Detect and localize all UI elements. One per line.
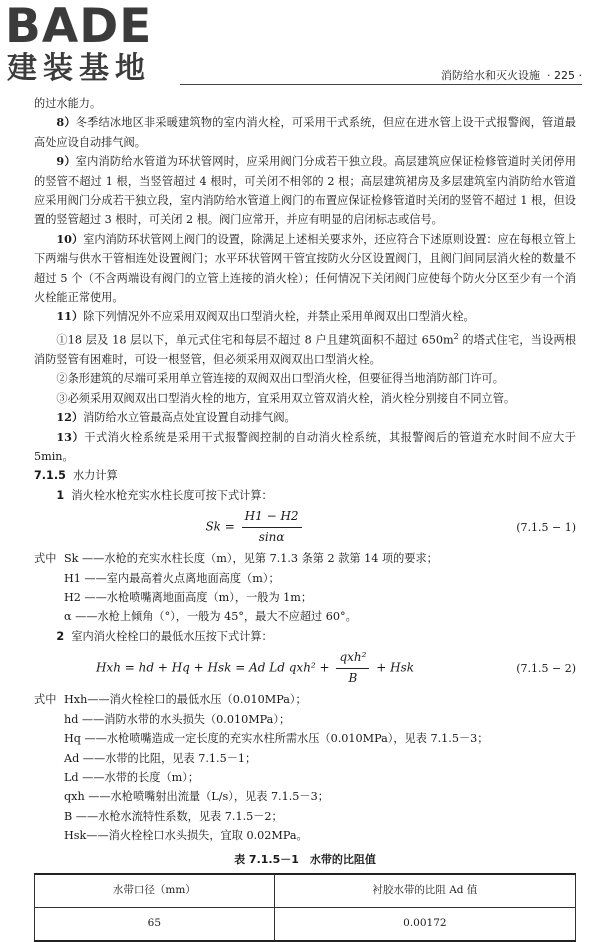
fraction-numerator: H1 − H2 [242, 507, 302, 527]
clause-text: 室内消防环状管网上阀门的设置，除满足上述相关要求外，还应符合下述原则设置：应在每根立管上下两端与供水干管相连处设置阀门；水平环状管网干管宜按防火分区设置阀门，且阀门间同层消火栓的数量不超过 5 个（不含两端设有阀门的立管上连接的消火栓）；任何情况下关闭阀门应使每个防火分区至少有一个消火栓能正常使用。 [34, 232, 576, 305]
variable-definition: Hsk——消火栓栓口水头损失，宜取 0.02MPa。 [64, 829, 308, 843]
variable-row [34, 749, 576, 768]
item-1 [34, 486, 576, 505]
variable-definition: Hq ——水枪喷嘴造成一定长度的充实水柱所需水压（0.010MPa），见表 7.1.5－3； [64, 732, 489, 746]
table-header-row [35, 874, 576, 908]
clause-8 [34, 113, 576, 152]
clause-10 [34, 230, 576, 308]
clause-text: 除下列情况外不应采用双阀双出口型消火栓，并禁止采用单阀双出口型消火栓。 [83, 310, 475, 324]
variable-row [34, 729, 576, 748]
clause-11-item-2: ②条形建筑的尽端可采用单立管连接的双阀双出口型消火栓，但要征得当地消防部门许可。 [56, 372, 504, 386]
column-header: 水带口径（mm） [35, 874, 275, 908]
formula-body [34, 507, 476, 547]
variable-row [34, 549, 576, 568]
item-text: 消火栓水枪充实水柱长度可按下式计算： [71, 488, 273, 502]
variable-lead [34, 729, 64, 748]
fraction-denominator: sinα [258, 529, 285, 544]
clause-13 [34, 428, 576, 467]
header-rule [180, 84, 582, 85]
variable-row [34, 826, 576, 845]
formula-fraction [336, 648, 369, 688]
paragraph-continued: 的过水能力。 [34, 97, 102, 110]
item-number: 2 [56, 629, 65, 643]
item-2 [34, 627, 576, 646]
variable-definitions [34, 690, 576, 845]
section-number: 7.1.5 [34, 469, 66, 483]
variable-lead [34, 607, 64, 626]
variable-row [34, 787, 576, 806]
variable-lead [34, 768, 64, 787]
variable-definition: H2 ——水枪喷嘴离地面高度（m），一般为 1m； [64, 591, 313, 605]
variable-lead [34, 710, 64, 729]
variable-row [34, 807, 576, 826]
running-header [441, 67, 582, 83]
page-body [34, 94, 576, 942]
variable-definition: qxh ——水枪喷嘴射出流量（L/s），见表 7.1.5－3； [64, 790, 329, 804]
superscript: 2 [453, 331, 459, 341]
equation-number: (7.1.5 − 2) [516, 661, 576, 675]
table-cell: 0.00172 [274, 907, 575, 941]
clause-text: 冬季结冰地区非采暖建筑物的室内消火栓，可采用干式系统，但应在进水管上设干式报警阀，管道最高处应设自动排气阀。 [34, 116, 576, 149]
clause-text: 消防给水立管最高点处宜设置自动排气阀。 [83, 411, 296, 425]
variable-definition: α ——水枪上倾角（°），一般为 45°，最大不应超过 60°。 [64, 610, 357, 624]
clause-number: 11） [56, 309, 84, 324]
logo-chinese-name: 建装基地 [7, 51, 151, 86]
fraction-numerator: qxh² [336, 648, 369, 668]
variable-definition: H1 ——室内最高着火点离地面高度（m）； [64, 571, 280, 585]
formula-body [34, 648, 476, 688]
variable-row [34, 690, 576, 709]
variable-definition: Ad ——水带的比阻，见表 7.1.5－1； [64, 751, 257, 765]
clause-11-item-3: ③必须采用双阀双出口型消火栓的地方，宜采用双立管双消火栓，消火栓分别接自不同立管。 [56, 391, 516, 405]
resistance-table [34, 873, 576, 942]
page-number: · 225 · [547, 69, 582, 82]
variable-lead [34, 569, 64, 588]
clause-9 [34, 152, 576, 230]
clause-text: 干式消火栓系统是采用干式报警阀控制的自动消火栓系统，其报警阀后的管道充水时间不应大于 5min。 [34, 430, 576, 464]
formula-7-1-5-1 [34, 507, 576, 547]
variable-lead [34, 787, 64, 806]
formula-lhs: Hxh = hd + Hq + Hsk = Ad Ld qxh² + [95, 660, 330, 675]
formula-lhs: Sk = [205, 519, 235, 534]
variable-row [34, 588, 576, 607]
variable-lead [34, 807, 64, 826]
logo-wordmark: BADE [5, 0, 153, 54]
variable-definitions [34, 549, 576, 627]
clause-number: 13） [56, 429, 85, 444]
column-header: 衬胶水带的比阻 Ad 值 [274, 874, 575, 908]
fraction-denominator: B [348, 670, 358, 685]
section-heading [34, 466, 576, 485]
variable-lead [34, 749, 64, 768]
section-title: 消防给水和灭火设施 [441, 69, 541, 82]
variable-lead: 式中 [34, 693, 57, 707]
clause-number: 8） [56, 115, 76, 130]
variable-definition: Hxh——消火栓栓口的最低水压（0.010MPa）； [64, 693, 307, 707]
table-row [35, 907, 576, 941]
table-cell: 65 [35, 907, 275, 941]
formula-rhs: + Hsk [376, 660, 415, 675]
item-number: 1 [56, 488, 65, 502]
formula-7-1-5-2 [34, 648, 576, 688]
variable-definition: B ——水枪水流特性系数，见表 7.1.5－2； [64, 809, 283, 823]
clause-text: 的塔式住宅，当设两根消防竖管有困难时，可设一根竖管，但必须采用双阀双出口型消火栓。 [34, 333, 577, 367]
equation-number: (7.1.5 − 1) [516, 520, 576, 534]
clause-number: 12） [56, 410, 84, 425]
clause-number: 9） [56, 154, 76, 169]
item-text: 室内消火栓栓口的最低水压按下式计算： [71, 629, 273, 643]
clause-text: ①18 层及 18 层以下，单元式住宅和每层不超过 8 户且建筑面积不超过 650m [56, 333, 454, 347]
variable-lead [34, 826, 64, 845]
clause-12 [34, 408, 576, 427]
variable-definition: Sk ——水枪的充实水柱长度（m），见第 7.1.3 条第 2 款第 14 项的要求； [64, 552, 438, 566]
variable-row [34, 710, 576, 729]
clause-11-item-1 [34, 327, 576, 370]
variable-row [34, 569, 576, 588]
variable-row [34, 768, 576, 787]
variable-lead [34, 588, 64, 607]
clause-11 [34, 307, 576, 326]
variable-definition: Ld ——水带的长度（m）； [64, 770, 200, 784]
clause-number: 10） [56, 231, 84, 246]
variable-row [34, 607, 576, 626]
formula-fraction [242, 507, 302, 547]
variable-definition: hd ——消防水带的水头损失（0.010MPa）； [64, 712, 291, 726]
section-title: 水力计算 [72, 469, 118, 483]
clause-text: 室内消防给水管道为环状管网时，应采用阀门分成若干独立段。高层建筑应保证检修管道时关闭停用的竖管不超过 1 根，当竖管超过 4 根时，可关闭不相邻的 2 根；高层建筑裙房及多层建筑室内消防给水管道应采用阀门分成若干独立段，室内消防给水管道上阀门的布置应保证检修管道时关闭的竖管不超过 1 根，但设置的竖管超过 3 根时，可关闭 2 根。阀门应常开，并应有明显的启闭标志或信号。 [34, 155, 576, 227]
variable-lead: 式中 [34, 552, 57, 566]
table-title: 表 7.1.5－1 水带的比阻值 [234, 852, 376, 866]
